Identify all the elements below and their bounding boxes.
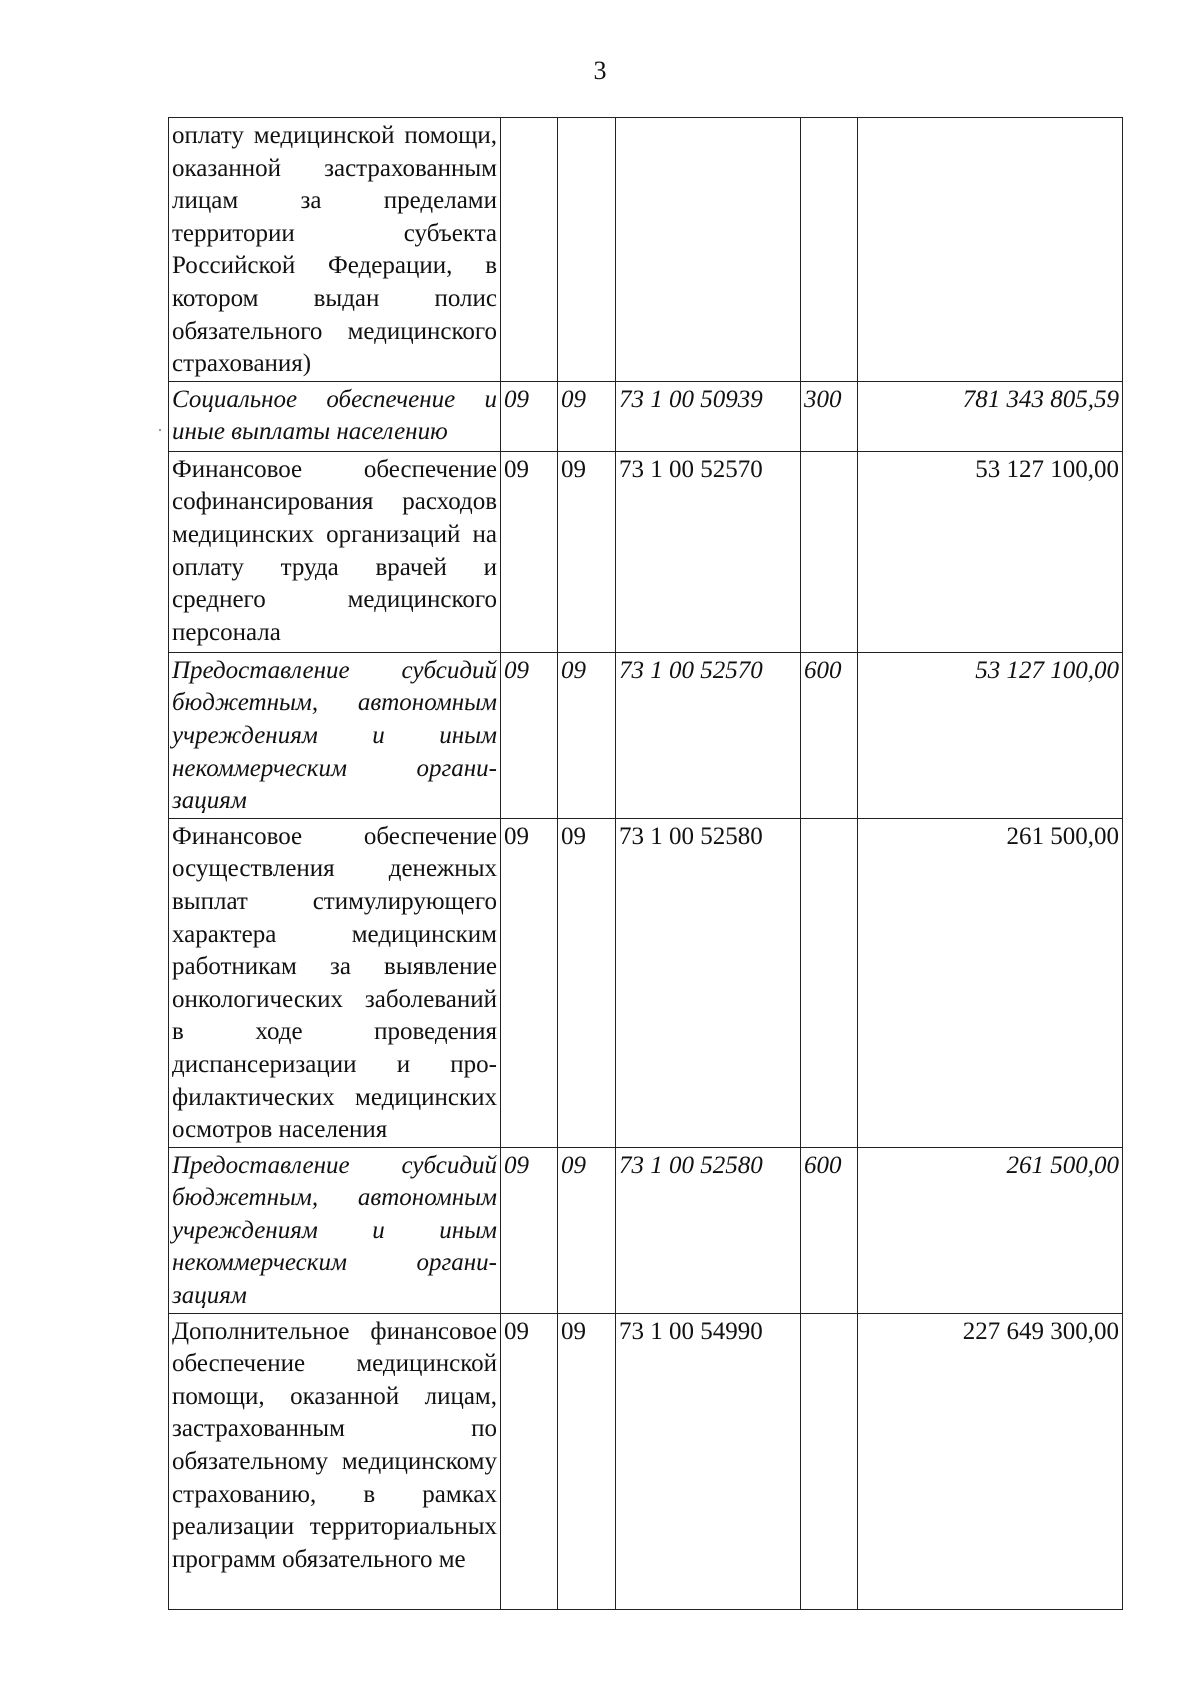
section-code-cell: 09 [501,818,558,1147]
row-description-cell: Дополнительное финансовое обеспечение медицинской помощи, оказанной лицам, застрахованным по обязательному медицинскому страхованию, в рамках реализации территориальных программ обязательного ме [169,1313,501,1609]
section-code-cell: 09 [501,1147,558,1313]
row-description-cell: Предоставление субсидий бюджетным, автономным учреждениям и иным некоммерческим организациям [169,1147,501,1313]
target-article-cell: 73 1 00 50939 [616,381,801,451]
subsection-code-cell: 09 [558,1147,616,1313]
section-code-cell [501,118,558,382]
expense-type-cell: 600 [801,652,858,818]
amount-cell: 261 500,00 [858,1147,1123,1313]
subsection-code-cell: 09 [558,451,616,652]
target-article-cell [616,118,801,382]
subsection-code-cell: 09 [558,818,616,1147]
expense-type-cell [801,118,858,382]
expense-type-cell [801,1313,858,1609]
amount-cell: 53 127 100,00 [858,451,1123,652]
subsection-code-cell: 09 [558,381,616,451]
target-article-cell: 73 1 00 52570 [616,451,801,652]
table-row [169,1147,1123,1313]
target-article-cell: 73 1 00 54990 [616,1313,801,1609]
row-description-cell: Социальное обеспечение и иные выплаты населению [169,381,501,451]
row-description-cell: оплату медицинской помощи, оказанной застрахованным лицам за пределами территории субъекта Российской Федерации, в котором выдан полис обязательного медицинского страхования) [169,118,501,382]
target-article-cell: 73 1 00 52570 [616,652,801,818]
subsection-code-cell [558,118,616,382]
amount-cell: 261 500,00 [858,818,1123,1147]
subsection-code-cell: 09 [558,1313,616,1609]
amount-cell [858,118,1123,382]
scan-speck [159,429,161,431]
target-article-cell: 73 1 00 52580 [616,818,801,1147]
table-row [169,381,1123,451]
table-row [169,652,1123,818]
expense-type-cell: 600 [801,1147,858,1313]
subsection-code-cell: 09 [558,652,616,818]
table-row [169,818,1123,1147]
section-code-cell: 09 [501,1313,558,1609]
section-code-cell: 09 [501,451,558,652]
table-row [169,1313,1123,1609]
expense-type-cell [801,451,858,652]
section-code-cell: 09 [501,381,558,451]
amount-cell: 781 343 805,59 [858,381,1123,451]
amount-cell: 53 127 100,00 [858,652,1123,818]
table-row [169,451,1123,652]
row-description-cell: Предоставление субсидий бюджетным, автономным учреждениям и иным некоммерческим организациям [169,652,501,818]
amount-cell: 227 649 300,00 [858,1313,1123,1609]
row-description-cell: Финансовое обеспечение осуществления денежных выплат стимулирующего характера медицинским работникам за выявление онкологических заболеваний в ходе проведения диспансеризации и профилактических медицинских осмотров населения [169,818,501,1147]
row-description-cell: Финансовое обеспечение софинансирования расходов медицинских организаций на оплату труда врачей и среднего медицинского персонала [169,451,501,652]
table-row [169,118,1123,382]
expense-type-cell: 300 [801,381,858,451]
expense-type-cell [801,818,858,1147]
budget-allocation-table [168,117,1123,1610]
page-number: 3 [593,56,607,85]
section-code-cell: 09 [501,652,558,818]
target-article-cell: 73 1 00 52580 [616,1147,801,1313]
